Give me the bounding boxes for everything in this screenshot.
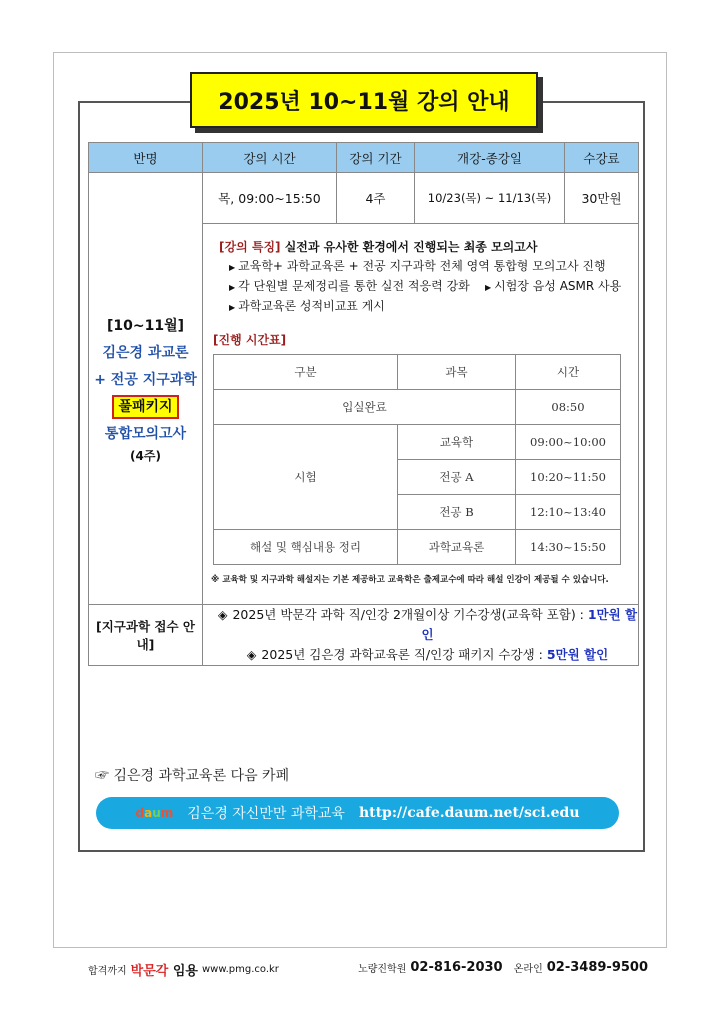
course-fee: 30만원 xyxy=(565,173,639,224)
checkin-time: 08:50 xyxy=(516,390,621,425)
exam-label: 시험 xyxy=(214,425,398,530)
exam-time: 10:20~11:50 xyxy=(516,460,621,495)
diamond-bullet-icon: ◈ xyxy=(246,647,257,662)
notice-list xyxy=(203,605,639,666)
cafe-link-bar[interactable] xyxy=(96,797,619,829)
feature-item: ▶ 교육학+ 과학교육론 + 전공 지구과학 전체 영역 통합형 모의고사 진행 xyxy=(229,259,606,273)
exam-subject: 전공 B xyxy=(398,495,516,530)
features-tag: [강의 특징] xyxy=(219,240,281,254)
cafe-label: ☞ 김은경 과학교육론 다음 카페 xyxy=(95,768,290,784)
course-name-line2: 김은경 과교론 xyxy=(102,345,189,361)
footer-site: www.pmg.co.kr xyxy=(201,964,279,975)
brand-logo: 박문각 xyxy=(130,964,169,979)
notice-item: ◈ 2025년 박문각 과학 직/인강 2개월이상 기수강생(교육학 포함) : 1만원 할인 xyxy=(217,607,638,642)
course-name-cell xyxy=(89,173,203,605)
course-name-line1: [10~11월] xyxy=(106,318,185,334)
footer-contacts: 노량진학원 02-816-2030 온라인 02-3489-9500 xyxy=(358,960,648,975)
header-fee: 수강료 xyxy=(565,143,639,173)
feature-item: ▶ 과학교육론 성적비교표 게시 xyxy=(229,299,385,313)
notice-label: [지구과학 접수 안내] xyxy=(89,605,203,666)
triangle-bullet-icon: ▶ xyxy=(484,283,492,292)
exam-subject: 교육학 xyxy=(398,425,516,460)
features xyxy=(219,238,638,317)
review-subject: 과학교육론 xyxy=(398,530,516,565)
course-detail-cell xyxy=(203,224,639,605)
schedule-title: [진행 시간표] xyxy=(213,333,287,347)
phone-number: 02-3489-9500 xyxy=(546,960,648,975)
cafe-name: 김은경 자신만만 과학교육 xyxy=(187,806,345,822)
phone-number: 02-816-2030 xyxy=(410,960,503,975)
triangle-bullet-icon: ▶ xyxy=(229,263,236,272)
course-time: 목, 09:00~15:50 xyxy=(203,173,337,224)
course-period: 4주 xyxy=(337,173,415,224)
footer-brand: 합격까지 박문각 임용 www.pmg.co.kr xyxy=(88,964,279,979)
daum-logo-icon: daum xyxy=(135,806,174,820)
lecture-table xyxy=(88,142,639,666)
course-dates: 10/23(목) ~ 11/13(목) xyxy=(415,173,565,224)
features-headline: 실전과 유사한 환경에서 진행되는 최종 모의고사 xyxy=(284,240,538,254)
exam-schedule-table xyxy=(213,354,621,565)
triangle-bullet-icon: ▶ xyxy=(229,303,236,312)
header-dates: 개강-종강일 xyxy=(415,143,565,173)
checkin-label: 입실완료 xyxy=(214,390,516,425)
schedule-header: 구분 xyxy=(214,355,398,390)
header-class: 반명 xyxy=(89,143,203,173)
review-time: 14:30~15:50 xyxy=(516,530,621,565)
exam-subject: 전공 A xyxy=(398,460,516,495)
notice-item: ◈ 2025년 김은경 과학교육론 직/인강 패키지 수강생 : 5만원 할인 xyxy=(246,647,609,662)
header-period: 강의 기간 xyxy=(337,143,415,173)
footnote: ※ 교육학 및 지구과학 해설지는 기본 제공하고 교육학은 출제교수에 따라 해설 인강이 제공될 수 있습니다. xyxy=(211,575,609,585)
discount-highlight: 5만원 할인 xyxy=(546,647,609,662)
discount-highlight: 1만원 할인 xyxy=(421,607,638,642)
feature-item: ▶ 각 단원별 문제정리를 통한 실전 적응력 강화 ▶ 시험장 음성 ASMR 사용 xyxy=(229,279,622,293)
course-weeks: (4주) xyxy=(130,449,161,463)
diamond-bullet-icon: ◈ xyxy=(217,607,228,622)
exam-time: 09:00~10:00 xyxy=(516,425,621,460)
course-name-line3: + 전공 지구과학 xyxy=(94,372,197,388)
page-title: 2025년 10~11월 강의 안내 xyxy=(190,72,538,128)
exam-time: 12:10~13:40 xyxy=(516,495,621,530)
course-name-line4: 통합모의고사 xyxy=(104,426,187,442)
review-label: 해설 및 핵심내용 정리 xyxy=(214,530,398,565)
header-time: 강의 시간 xyxy=(203,143,337,173)
triangle-bullet-icon: ▶ xyxy=(229,283,236,292)
schedule-header: 과목 xyxy=(398,355,516,390)
package-badge: 풀패키지 xyxy=(112,395,178,419)
schedule-header: 시간 xyxy=(516,355,621,390)
cafe-url-link[interactable]: http://cafe.daum.net/sci.edu xyxy=(358,805,580,821)
